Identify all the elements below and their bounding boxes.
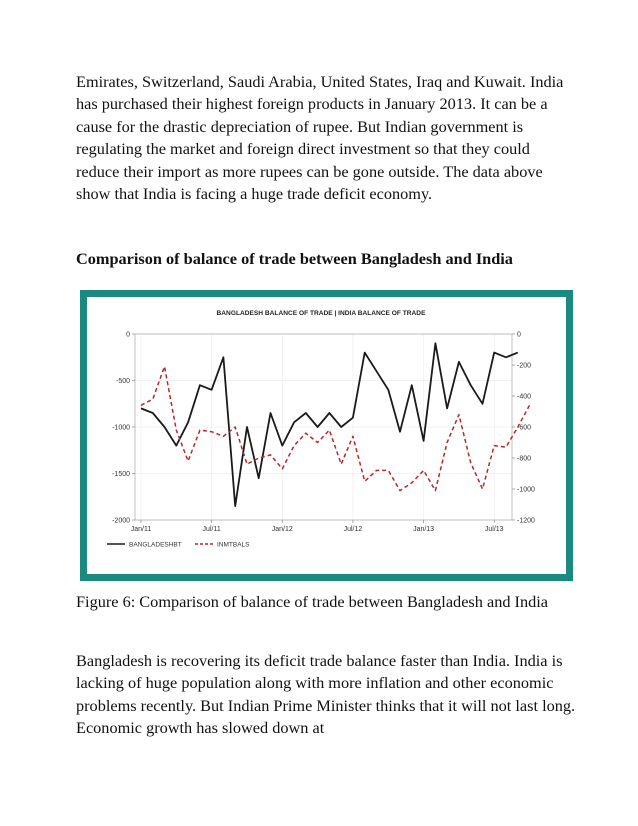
chart-axes bbox=[112, 332, 535, 534]
right-tick-label: -1000 bbox=[517, 486, 535, 494]
legend-label: BANGLADESHBT bbox=[129, 541, 182, 549]
left-tick-label: 0 bbox=[126, 331, 130, 339]
paragraph-1: Emirates, Switzerland, Saudi Arabia, United States, Iraq and Kuwait. India has purchased their highest foreign products in January 2013. It can be a cause for the drastic depreciation of rupee. But Indian government is regulating the market and foreign direct investment so that they could reduce their import as more rupees can be gone outside. The data above show that India is facing a huge trade deficit economy. bbox=[76, 72, 564, 204]
paragraph-2: Bangladesh is recovering its deficit trade balance faster than India. India is lacking of huge population along with more inflation and other economic problems recently. But Indian Prime Minister thinks that it will not last long. Economic growth has slowed down at bbox=[76, 651, 576, 738]
right-tick-label: -1200 bbox=[517, 517, 535, 525]
right-tick-label: -600 bbox=[517, 424, 532, 432]
x-tick-label: Jul/13 bbox=[484, 526, 504, 533]
right-tick-label: -800 bbox=[517, 455, 532, 463]
chart-legend bbox=[107, 542, 250, 549]
chart-series bbox=[141, 343, 530, 506]
left-tick-label: -1000 bbox=[112, 424, 130, 432]
right-tick-label: -400 bbox=[517, 393, 532, 401]
x-tick-label: Jan/13 bbox=[413, 526, 435, 533]
section-heading: Comparison of balance of trade between Bangladesh and India bbox=[76, 249, 513, 268]
x-tick-label: Jul/12 bbox=[343, 526, 363, 533]
x-tick-label: Jan/11 bbox=[130, 526, 152, 533]
chart-title: BANGLADESH BALANCE OF TRADE | INDIA BALANCE OF TRADE bbox=[216, 310, 426, 317]
right-tick-label: -200 bbox=[517, 362, 532, 370]
x-tick-label: Jul/11 bbox=[202, 526, 221, 533]
x-tick-label: Jan/12 bbox=[271, 526, 293, 533]
left-tick-label: -500 bbox=[115, 378, 130, 385]
series-line-bangladeshbt bbox=[141, 343, 518, 506]
figure-caption: Figure 6: Comparison of balance of trade between Bangladesh and India bbox=[76, 592, 549, 611]
left-tick-label: -1500 bbox=[112, 471, 130, 478]
right-tick-label: 0 bbox=[517, 331, 521, 339]
chart-grid bbox=[135, 334, 512, 520]
balance-of-trade-chart bbox=[87, 297, 566, 574]
left-tick-label: -2000 bbox=[112, 517, 130, 525]
chart-frame bbox=[80, 290, 573, 581]
legend-label: INMTBALS bbox=[217, 541, 250, 549]
